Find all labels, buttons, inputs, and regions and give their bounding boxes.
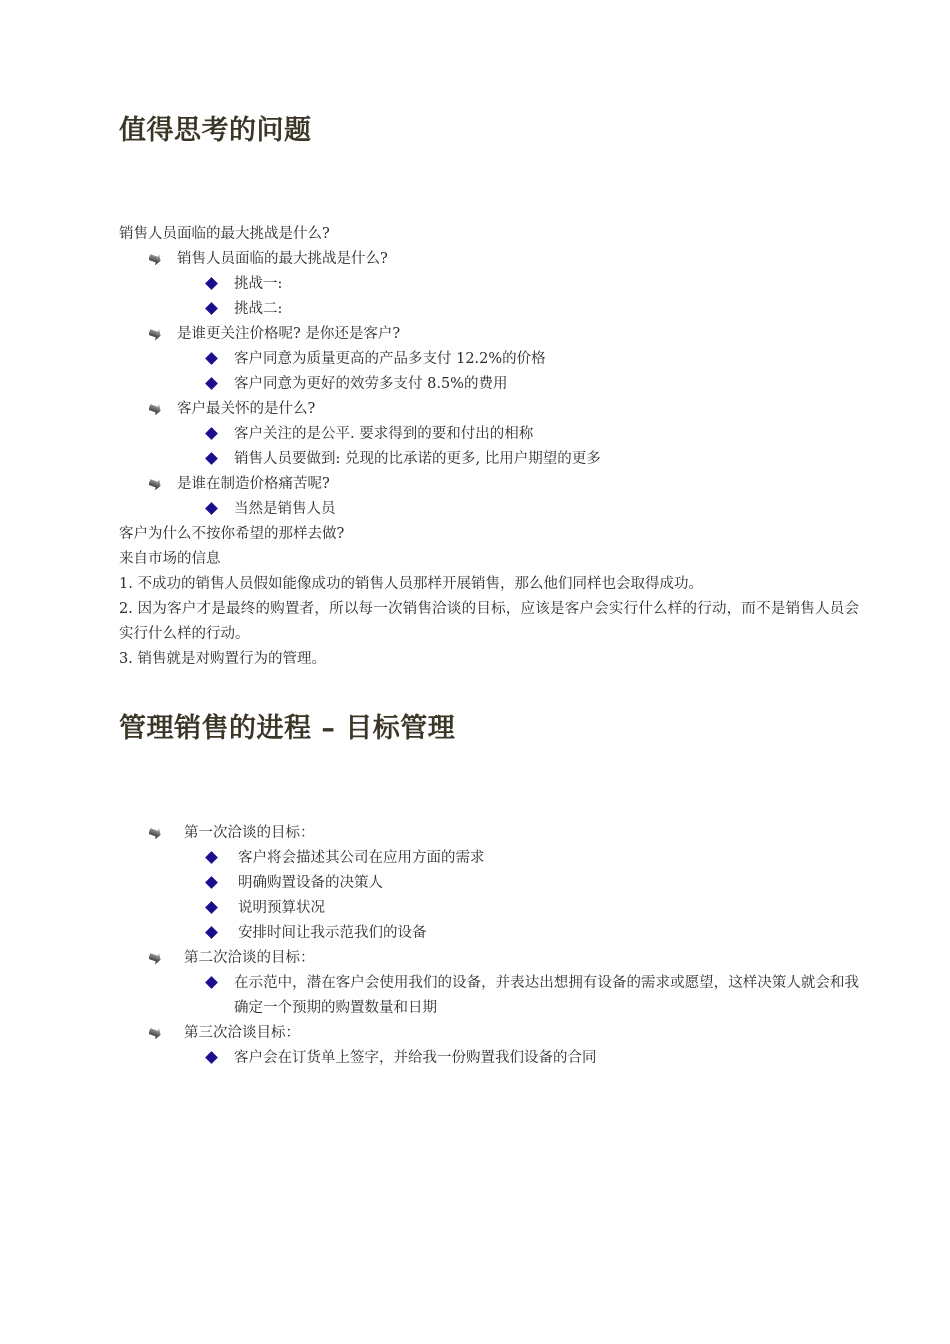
diamond-bullet-icon	[205, 352, 218, 365]
list-item: 客户关注的是公平. 要求得到的要和付出的相称	[234, 426, 534, 442]
list-item: 明确购置设备的决策人	[238, 875, 383, 891]
list-item: 第二次洽谈的目标：	[184, 950, 315, 966]
arrow-bullet-icon	[149, 403, 161, 415]
arrow-bullet-icon	[149, 253, 161, 265]
list-item: 是谁在制造价格痛苦呢?	[177, 476, 330, 492]
diamond-bullet-icon	[205, 277, 218, 290]
numbered-item: 1. 不成功的销售人员假如能像成功的销售人员那样开展销售，那么他们同样也会取得成功。	[119, 576, 703, 592]
arrow-bullet-icon	[149, 827, 161, 839]
intro-text: 销售人员面临的最大挑战是什么?	[119, 226, 330, 242]
list-item: 第一次洽谈的目标：	[184, 825, 315, 841]
list-item: 客户最关怀的是什么?	[177, 401, 316, 417]
list-item: 挑战一:	[234, 276, 283, 292]
market-info-text: 来自市场的信息	[119, 551, 221, 567]
list-item: 安排时间让我示范我们的设备	[238, 925, 427, 941]
diamond-bullet-icon	[205, 502, 218, 515]
list-item: 销售人员面临的最大挑战是什么?	[177, 251, 388, 267]
diamond-bullet-icon	[205, 926, 218, 939]
list-item: 是谁更关注价格呢? 是你还是客户?	[177, 326, 401, 342]
list-item: 客户同意为更好的效劳多支付 8.5%的费用	[234, 376, 508, 392]
arrow-bullet-icon	[149, 328, 161, 340]
numbered-item: 2. 因为客户才是最终的购置者，所以每一次销售洽谈的目标，应该是客户会实行什么样的行动，而不是销售人员会实行什么样的行动。	[119, 601, 859, 642]
diamond-bullet-icon	[205, 427, 218, 440]
list-item: 在示范中，潜在客户会使用我们的设备，并表达出想拥有设备的需求或愿望，这样决策人就会和我确定一个预期的购置数量和日期	[234, 975, 859, 1016]
diamond-bullet-icon	[205, 976, 218, 989]
question-text: 客户为什么不按你希望的那样去做?	[119, 526, 345, 542]
list-item: 客户将会描述其公司在应用方面的需求	[238, 850, 485, 866]
section-title-sales-process: 管理销售的进程 – 目标管理	[119, 713, 456, 744]
arrow-bullet-icon	[149, 478, 161, 490]
diamond-bullet-icon	[205, 851, 218, 864]
arrow-bullet-icon	[149, 952, 161, 964]
diamond-bullet-icon	[205, 452, 218, 465]
diamond-bullet-icon	[205, 901, 218, 914]
list-item: 第三次洽谈目标：	[184, 1025, 300, 1041]
list-item: 挑战二:	[234, 301, 283, 317]
diamond-bullet-icon	[205, 377, 218, 390]
section-title-questions: 值得思考的问题	[119, 115, 312, 146]
numbered-item: 3. 销售就是对购置行为的管理。	[119, 651, 326, 667]
list-item: 当然是销售人员	[234, 501, 336, 517]
list-item: 说明预算状况	[238, 900, 325, 916]
diamond-bullet-icon	[205, 876, 218, 889]
list-item: 客户会在订货单上签字，并给我一份购置我们设备的合同	[234, 1050, 597, 1066]
list-item: 客户同意为质量更高的产品多支付 12.2%的价格	[234, 351, 546, 367]
diamond-bullet-icon	[205, 302, 218, 315]
diamond-bullet-icon	[205, 1051, 218, 1064]
list-item: 销售人员要做到: 兑现的比承诺的更多, 比用户期望的更多	[234, 451, 601, 467]
arrow-bullet-icon	[149, 1027, 161, 1039]
